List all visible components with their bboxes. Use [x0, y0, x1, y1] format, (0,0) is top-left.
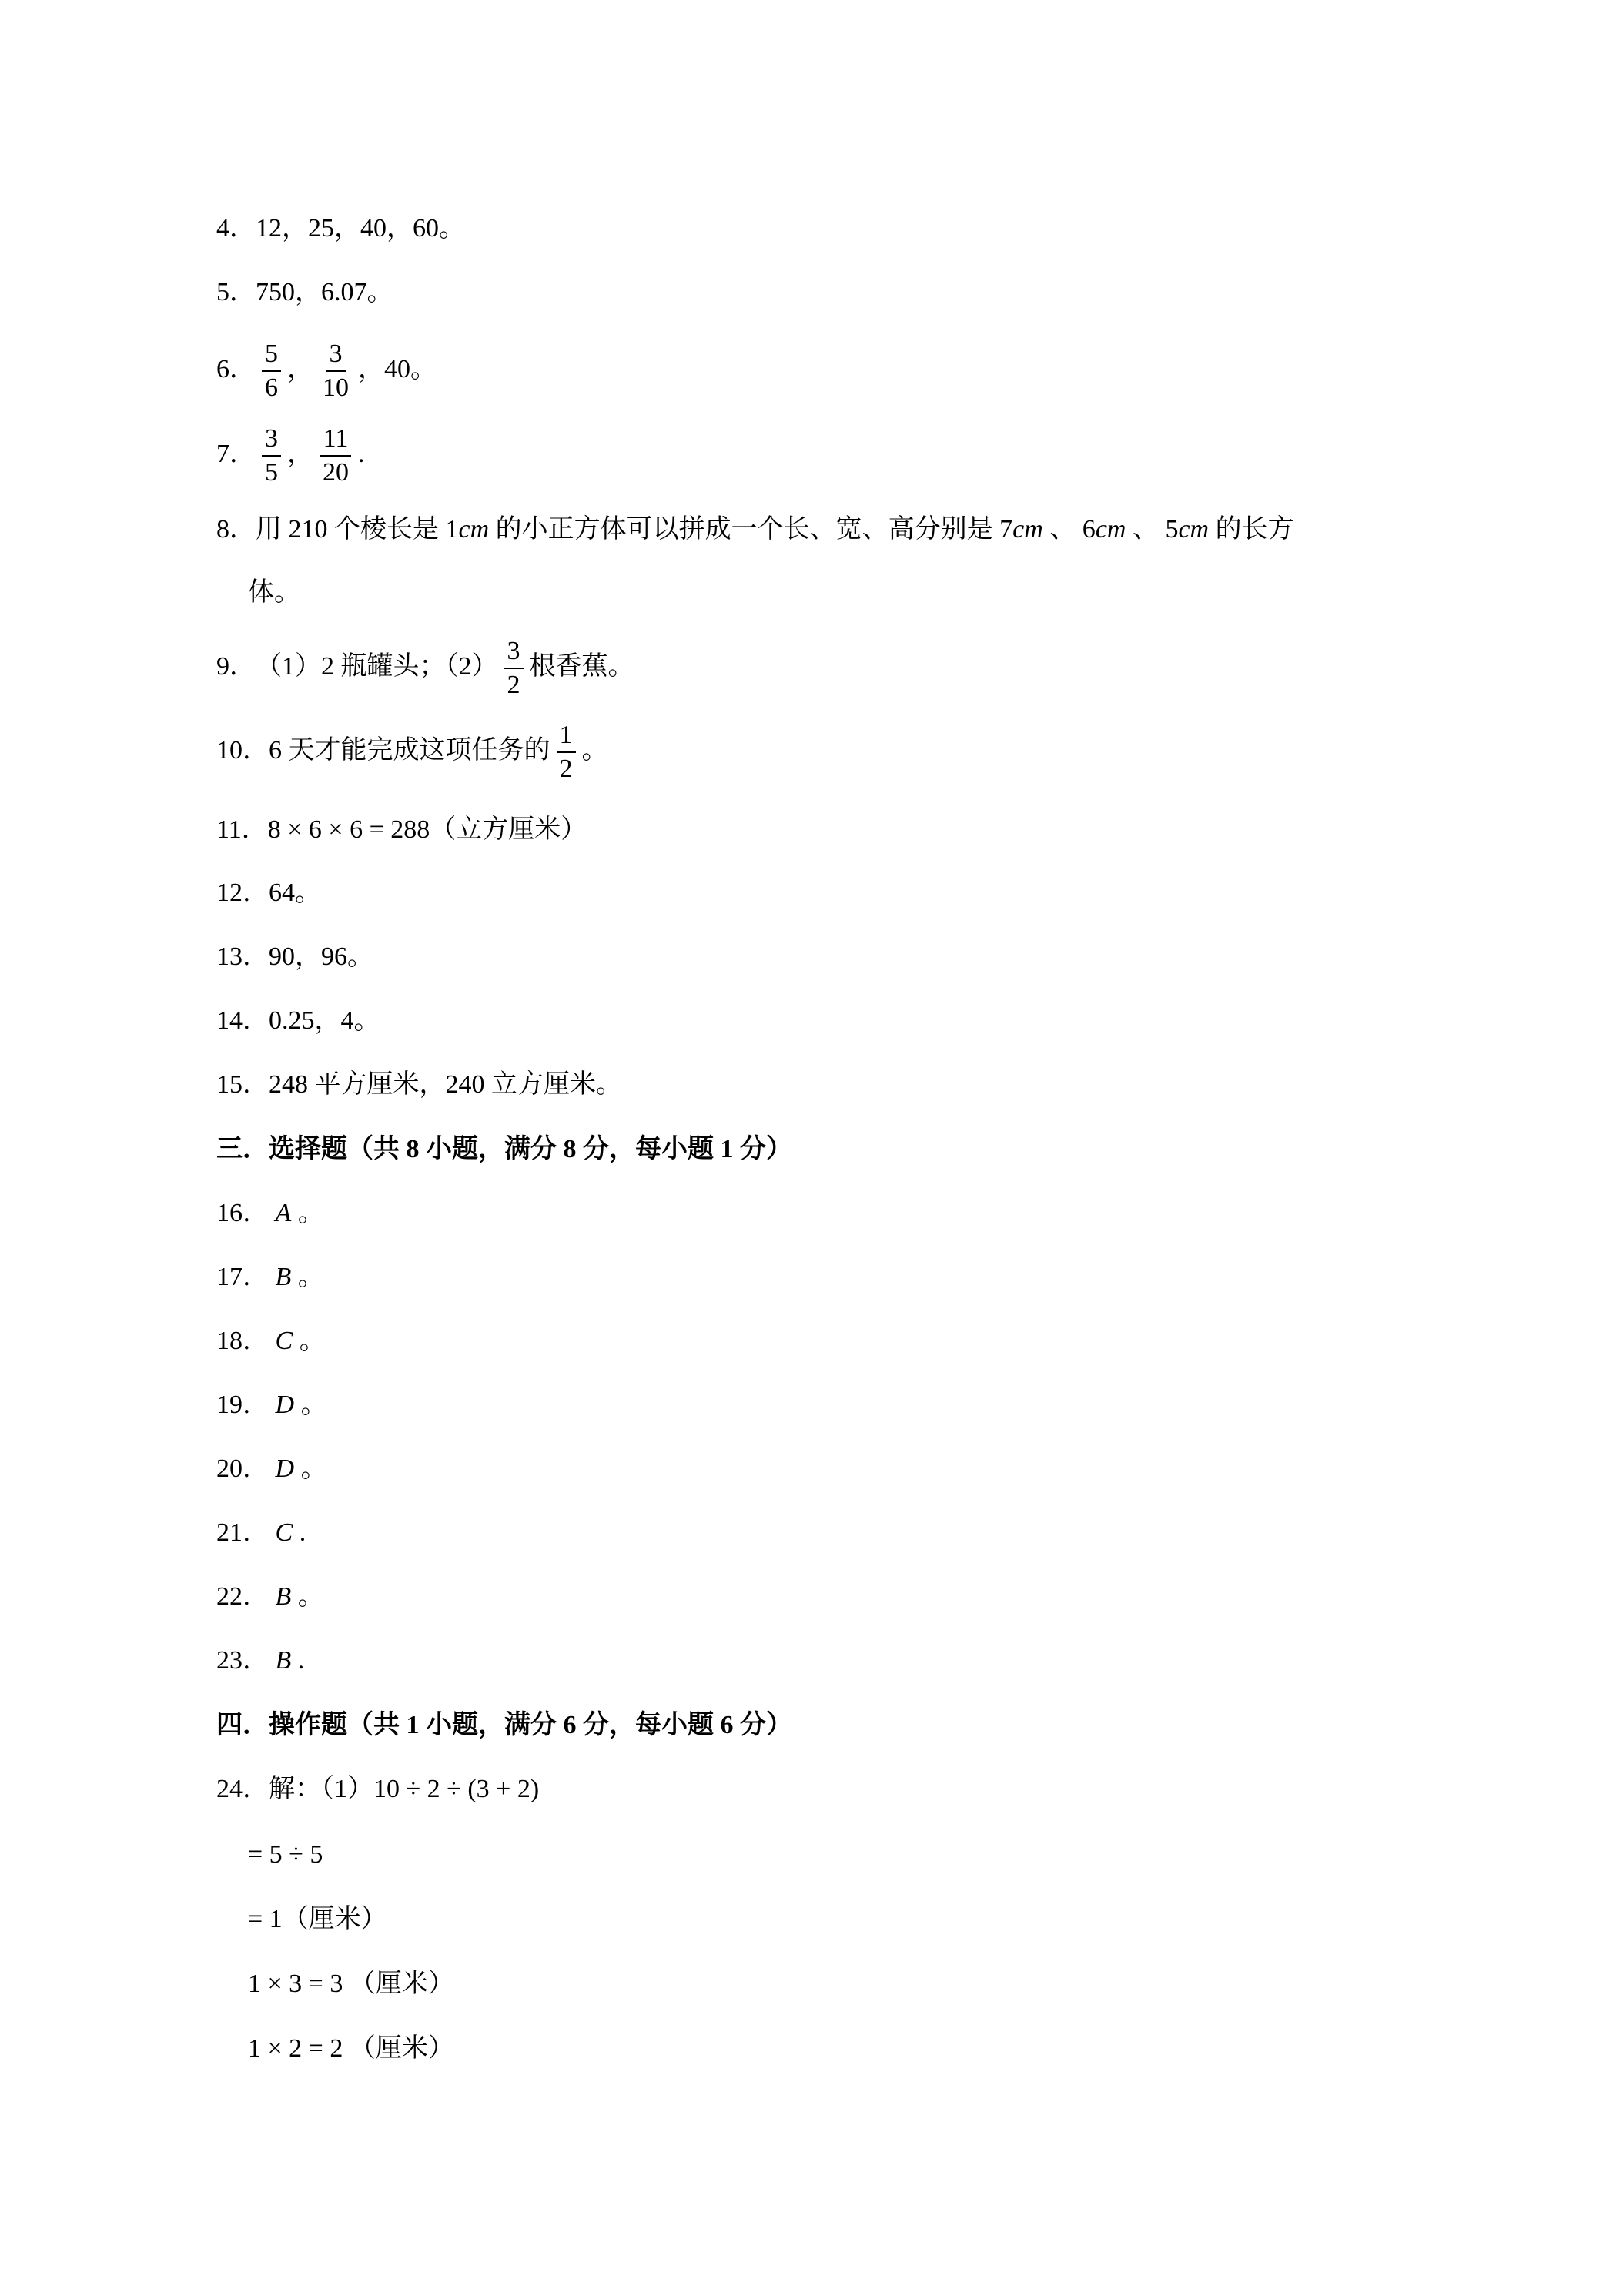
answer-line [216, 1068, 622, 1102]
question-number: 12． [216, 879, 269, 907]
solution-step: 1 × 2 = 2 （厘米） [248, 2034, 454, 2063]
answer-line [216, 1324, 326, 1358]
section-heading: 四．操作题（共 1 小题，满分 6 分，每小题 6 分） [216, 1711, 792, 1739]
answer-line [216, 630, 634, 704]
answer-line [216, 1452, 327, 1486]
fraction [504, 638, 524, 698]
denominator: 20 [323, 458, 349, 487]
answer-line [216, 940, 373, 974]
question-number: 19． [216, 1391, 269, 1419]
answer-text: 、 6 [1042, 515, 1096, 544]
section-heading: 三．选择题（共 8 小题，满分 8 分，每小题 1 分） [216, 1135, 792, 1163]
answer-line [216, 513, 1294, 547]
question-number: 17． [216, 1263, 269, 1291]
punctuation: 。 [299, 1327, 326, 1355]
answer-line [216, 1772, 539, 1806]
answer-text: ，40。 [358, 355, 437, 383]
unit: cm [1178, 515, 1210, 544]
denominator: 2 [507, 671, 520, 700]
unit: cm [1012, 515, 1043, 544]
fraction [557, 722, 576, 782]
answer-line [216, 276, 393, 310]
answer-text: 根香蕉。 [529, 652, 634, 681]
numerator: 11 [320, 426, 352, 457]
answer-line-continued [248, 576, 300, 610]
numerator: 3 [262, 426, 281, 457]
denominator: 2 [559, 755, 573, 784]
question-number: 23． [216, 1646, 269, 1675]
denominator: 5 [265, 458, 278, 487]
question-number: 5． [216, 278, 256, 306]
denominator: 10 [323, 373, 349, 403]
answer-text: 12，25，40，60。 [256, 214, 465, 243]
answer-line [216, 333, 437, 407]
answer-line [216, 212, 465, 246]
answer-text: 的小正方体可以拼成一个长、宽、高分别是 7 [489, 515, 1013, 544]
question-number: 7． [216, 440, 256, 468]
choice-letter: D [275, 1391, 295, 1419]
answer-line [216, 1260, 324, 1294]
answer-text: 0.25，4。 [269, 1006, 380, 1035]
answer-line [216, 1644, 304, 1678]
solution-step: = 5 ÷ 5 [248, 1840, 323, 1869]
separator: ， [287, 440, 313, 468]
choice-letter: B [275, 1263, 292, 1291]
solution-text: 解：（1）10 ÷ 2 ÷ (3 + 2) [269, 1775, 540, 1803]
choice-letter: A [275, 1199, 292, 1227]
numerator: 1 [557, 722, 576, 753]
answer-text: 的长方 [1209, 515, 1294, 544]
answer-text: 体。 [248, 578, 300, 607]
fraction [320, 341, 352, 401]
question-number: 8． [216, 515, 256, 544]
answer-text: 8 × 6 × 6 = 288（立方厘米） [267, 815, 587, 844]
answer-text: （1）2 瓶罐头；（2） [256, 652, 498, 681]
question-number: 16． [216, 1199, 269, 1227]
answer-line [216, 1580, 324, 1614]
answer-text: 用 210 个棱长是 1 [256, 515, 459, 544]
question-number: 20． [216, 1454, 269, 1483]
answer-text: 64。 [269, 879, 321, 907]
solution-step: 1 × 3 = 3 （厘米） [248, 1970, 454, 1998]
separator: ， [287, 355, 313, 383]
answer-text: 、 5 [1126, 515, 1179, 544]
punctuation: 。 [297, 1199, 324, 1227]
numerator: 3 [504, 638, 524, 669]
question-number: 15． [216, 1070, 269, 1099]
choice-letter: C [275, 1518, 293, 1547]
answer-line [216, 714, 608, 788]
question-number: 22． [216, 1582, 269, 1611]
question-number: 4． [216, 214, 256, 243]
answer-line [216, 1004, 380, 1038]
solution-step: = 1（厘米） [248, 1905, 387, 1933]
fraction [262, 341, 281, 401]
choice-letter: B [275, 1646, 292, 1675]
question-number: 9． [216, 652, 256, 681]
question-number: 6． [216, 355, 256, 383]
denominator: 6 [265, 373, 278, 403]
answer-line [216, 1197, 324, 1230]
choice-letter: C [275, 1327, 293, 1355]
question-number: 10． [216, 736, 269, 765]
fraction [320, 426, 352, 486]
numerator: 5 [262, 341, 281, 372]
answer-line [216, 417, 365, 491]
punctuation: . [299, 1518, 306, 1547]
answer-line [216, 813, 587, 847]
answer-line [216, 1516, 306, 1550]
answer-text: 。 [581, 736, 608, 765]
punctuation: 。 [297, 1263, 324, 1291]
question-number: 21． [216, 1518, 269, 1547]
choice-letter: B [275, 1582, 292, 1611]
punctuation: . [297, 1646, 305, 1675]
punctuation: 。 [297, 1582, 324, 1611]
answer-line [216, 1388, 327, 1422]
punctuation: 。 [300, 1391, 327, 1419]
answer-line [216, 876, 321, 910]
numerator: 3 [326, 341, 346, 372]
question-number: 18． [216, 1327, 269, 1355]
answer-text: . [358, 440, 365, 468]
choice-letter: D [275, 1454, 295, 1483]
answer-text: 6 天才能完成这项任务的 [269, 736, 550, 765]
question-number: 14． [216, 1006, 269, 1035]
fraction [262, 426, 281, 486]
unit: cm [458, 515, 490, 544]
question-number: 24． [216, 1775, 269, 1803]
answer-text: 750，6.07。 [256, 278, 393, 306]
question-number: 11． [216, 815, 268, 844]
answer-text: 90，96。 [269, 942, 373, 971]
unit: cm [1095, 515, 1126, 544]
answer-text: 248 平方厘米，240 立方厘米。 [269, 1070, 622, 1099]
punctuation: 。 [300, 1454, 327, 1483]
question-number: 13． [216, 942, 269, 971]
